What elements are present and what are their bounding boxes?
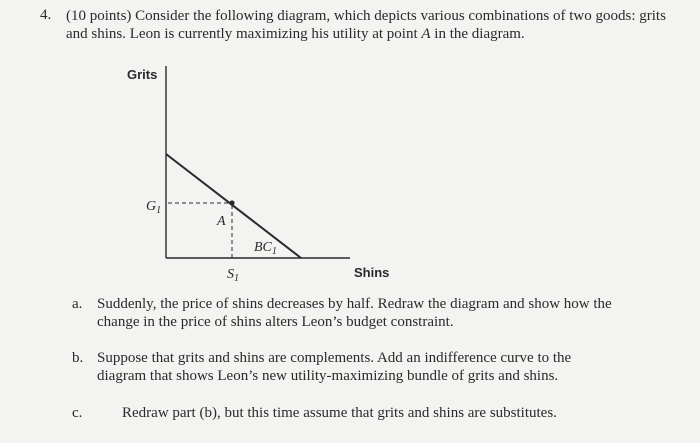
- part-c-letter: c.: [72, 405, 83, 421]
- point-a-marker: [229, 200, 234, 205]
- budget-constraint-line: [166, 154, 301, 258]
- s1-label: $S_1$: [227, 267, 239, 284]
- part-c-text: Redraw part (b), but this time assume that grits and shins are substitutes.: [122, 405, 557, 421]
- part-b-letter: b.: [72, 350, 84, 366]
- part-a-letter: a.: [72, 296, 83, 312]
- x-axis-label: Shins: [354, 265, 390, 280]
- bc1-label: $BC_1$: [254, 240, 277, 257]
- part-b-text: Suppose that grits and shins are complements. Add an indifference curve to the diagram that shows Leon’s new utility-maximizing bundle of grits and shins.: [97, 350, 572, 384]
- question-point-italic: A: [421, 26, 431, 42]
- part-a-text: Suddenly, the price of shins decreases by half. Redraw the diagram and show how the change in the price of shins alters Leon’s budget constraint.: [97, 296, 612, 330]
- g1-label: $G_1$: [146, 199, 162, 216]
- y-axis-label: Grits: [127, 67, 158, 82]
- question-number: 4.: [40, 7, 52, 23]
- question-text-main: (10 points) Consider the following diagram, which depicts various combinations of two goods: grits and shins. Leon is currently maximizing his utility at point: [66, 8, 666, 42]
- question-text-end: in the diagram.: [430, 26, 525, 42]
- point-a-label: A: [217, 214, 226, 229]
